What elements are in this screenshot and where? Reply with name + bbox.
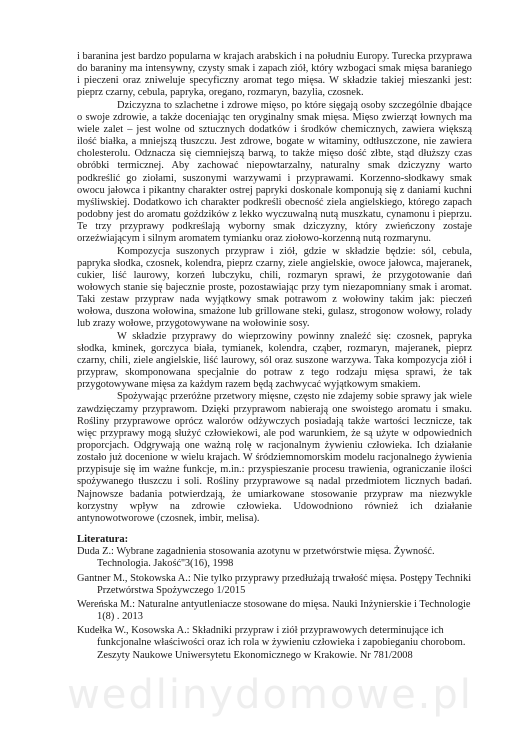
watermark: wedlinydomowe.pl — [67, 672, 473, 718]
paragraph-beef-spices: Kompozycja suszonych przypraw i ziół, gdzie w składzie będzie: sól, cebula, papryka słodka, czosnek, kolendra, pieprz czarny, ziele angielskie, owoce jałowca, majeranek, cukier, liść laurowy, korzeń lubczyku, chili, rozmaryn sprawi, że przygotowanie dań wołowych stanie się bajecznie proste, pozostawiając przy tym niezapomniany smak i aromat. Taki zestaw przypraw nada wyjątkowy smak potrawom z wołowiny takim jak: pieczeń wołowa, duszona wołowina, smażone lub grillowane steki, gulasz, strogonow wołowy, rolady lub zrazy wołowe, przygotowywane na wołowinie sosy. — [77, 245, 472, 330]
paragraph-health-benefits: Spożywając przeróżne przetwory mięsne, często nie zdajemy sobie sprawy jak wiele zawdzięczamy przyprawom. Dzięki przyprawom nabierają one swoistego aromatu i smaku. Rośliny przyprawowe oprócz walorów odżywczych posiadają także wartości lecznicze, tak więc przyprawy mogą służyć człowiekowi, ale pod warunkiem, że są użyte w odpowiednich proporcjach. Odgrywają one ważną rolę w racjonalnym żywieniu człowieka. Ich działanie zostało już docenione w wielu krajach. W śródziemnomorskim modelu racjonalnego żywienia przypisuje się im ważne funkcje, m.in.: przyspieszanie procesu trawienia, ograniczanie ilości spożywanego tłuszczu i soli. Rośliny przyprawowe są nadal przedmiotem licznych badań. Najnowsze badania potwierdzają, że umiarkowane stosowanie przypraw ma niezwykle korzystny wpływ na zdrowie człowieka. Udowodniono również ich działanie antynowotworowe (czosnek, imbir, melisa). — [77, 391, 472, 524]
paragraph-pork-spices: W składzie przyprawy do wieprzowiny powinny znaleźć się: czosnek, papryka słodka, kminek, gorczyca biała, tymianek, kolendra, cząber, rozmaryn, majeranek, pieprz czarny, chili, ziele angielskie, liść laurowy, sól oraz suszone warzywa. Taka kompozycja ziół i przypraw, skomponowana specjalnie do potraw z tego rodzaju mięsa sprawi, że tak przygotowywane mięsa za każdym razem będą zachwycać wyjątkowym smakiem. — [77, 330, 472, 391]
reference-item: Wereńska M.: Naturalne antyutleniacze stosowane do mięsa. Nauki Inżynierskie i Technologie 1(8) . 2013 — [77, 598, 471, 623]
references-list — [77, 546, 472, 661]
references-heading: Literatura: — [77, 534, 129, 546]
paragraph-game-meat: Dziczyzna to szlachetne i zdrowe mięso, po które sięgają osoby szczególnie dbające o swoje zdrowie, a także doceniając ten oryginalny smak mięsa. Mięso zwierząt łownych ma wiele zalet – jest wolne od sztucznych dodatków i środków chemicznych, zawiera większą ilość białka, a mniejszą tłuszczu. Jest zdrowe, bogate w witaminy, odtłuszczone, nie zawiera cholesterolu. Odznacza się ciemniejszą barwą, to także mięso dość złbte, stąd dłuższy czas obróbki termicznej. Aby zachować niepowtarzalny, naturalny smak dziczyzny warto podkreślić go ziołami, suszonymi warzywami i przyprawami. Korzenno-słodkawy smak owocu jałowca i pikantny charakter ostrej papryki doskonale komponują się z daniami kuchni myśliwskiej. Dodatkowo ich charakter podkreśli obecność ziela angielskiego, którego zapach podobny jest do aromatu goździków z lekko wyczuwalną nutą muszkatu, cynamonu i pieprzu. Te trzy przyprawy podkreślają wyborny smak dziczyzny, który zwieńczony zostaje orzeźwiającym i silnym aromatem tymianku oraz ziołowo-korzenną nutą rozmarynu. — [77, 99, 472, 245]
paragraph-lamb: i baranina jest bardzo popularna w krajach arabskich i na południu Europy. Turecka przyprawa do baraniny ma intensywny, czysty smak i zapach ziół, który wzbogaci smak mięsa baraniego i pieczeni oraz zniweluje specyficzny aromat tego mięsa. W składzie takiej mieszanki jest: pieprz czarny, cebula, papryka, oregano, rozmaryn, bazylia, czosnek. — [77, 51, 472, 99]
reference-item: Gantner M., Stokowska A.: Nie tylko przyprawy przedłużają trwałość mięsa. Postępy Techniki Przetwórstwa Spożywczego 1/2015 — [77, 572, 472, 596]
reference-item: Duda Z.: Wybrane zagadnienia stosowania azotynu w przetwórstwie mięsa. Żywność. Technologia. Jakość''3(16), 1998 — [77, 546, 435, 570]
reference-item: Kudełka W., Kosowska A.: Składniki przypraw i ziół przyprawowych determinujące ich funkcjonalne właściwości oraz ich rola w żywieniu człowieka i zapobieganiu chorobom. Zeszyty Naukowe Uniwersytetu Ekonomicznego w Krakowie. Nr 781/2008 — [77, 625, 466, 661]
